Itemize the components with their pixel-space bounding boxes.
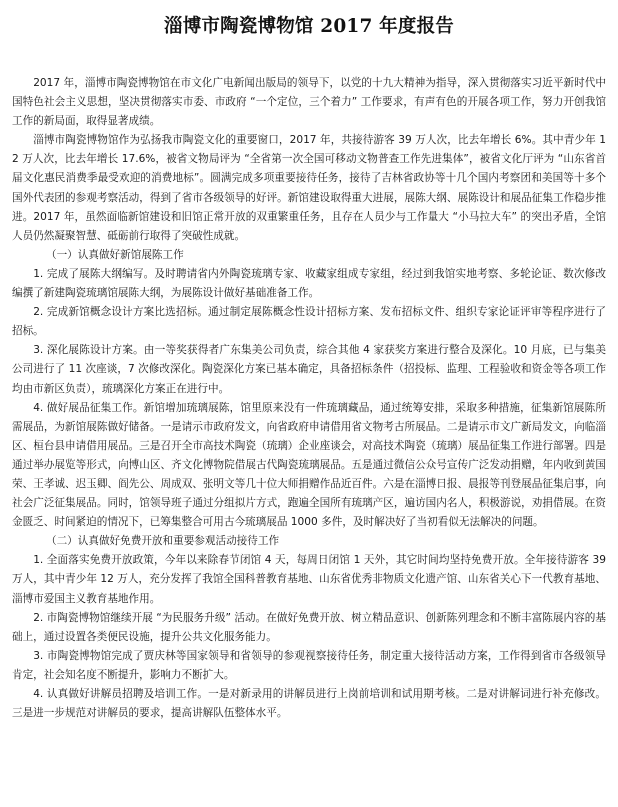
section-heading-exhibition: （一）认真做好新馆展陈工作	[46, 248, 184, 261]
exhibition-item-outline: 1. 完成了展陈大纲编写。及时聘请省内外陶瓷琉璃专家、收藏家组成专家组，经过到我馆实地考察、多轮论证、数次修改编撰了新建陶瓷琉璃馆展陈大纲，为展陈设计做好基础准备工作。	[12, 267, 606, 300]
open-access-item-guide-training: 4. 认真做好讲解员招聘及培训工作。一是对新录用的讲解员进行上岗前培训和试用期考核。二是对讲解词进行补充修改。三是进一步规范对讲解员的要求，提高讲解队伍整体水平。	[12, 688, 606, 720]
exhibition-item-concept-design: 2. 完成新馆概念设计方案比选招标。通过制定展陈概念性设计招标方案、发布招标文件、组织专家论证评审等程序进行了招标。	[12, 306, 606, 338]
open-access-item-service-upgrade: 2. 市陶瓷博物馆继续开展 “为民服务升级” 活动。在做好免费开放、树立精品意识、创新陈列理念和不断丰富陈展内容的基础上，通过设置各类便民设施，提升公共文化服务能力。	[12, 611, 606, 643]
section-heading-open-access: （二）认真做好免费开放和重要参观活动接待工作	[46, 535, 280, 548]
exhibition-item-deepen-design: 3. 深化展陈设计方案。由一等奖获得者广东集美公司负责，综合其他 4 家获奖方案进行整合及深化。10 月底，已与集美公司进行了 11 次座谈，7 次修改深化。陶瓷深化方案已基本确定，具备招标条件（招投标、监理、工程验收和资金等各项工作均由市新区负责），琉璃深化方案正在进行中。	[12, 344, 606, 395]
report-title: 淄博市陶瓷博物馆 2017 年度报告	[164, 16, 454, 37]
exhibition-item-collection: 4. 做好展品征集工作。新馆增加琉璃展陈，馆里原来没有一件琉璃藏品，通过统筹安排，采取多种措施，征集新馆展陈所需展品，为新馆展陈做好储备。一是请示市政府发文，向省政府申请借用省文物考古所展品。二是请示市文广新局发文，向临淄区、桓台县申请借用展品。三是召开全市高技术陶瓷（琉璃）企业座谈会，对高技术陶瓷（琉璃）展品征集工作进行部署。四是通过举办展览等形式，向博山区、齐文化博物院借展古代陶瓷琉璃展品。五是通过微信公众号宣传广泛发动捐赠，年内收到黄国荣、王孝诚、迟玉卿、阎先公、周成双、张明文等几十位大师捐赠作品近百件。六是在淄博日报、晨报等刊登展品征集启事，向社会广泛征集展品。同时，馆领导班子通过分组拟片方式，跑遍全国所有琉璃产区，遍访国内名人，积极游说，劝捐借展。在资金匮乏、时间紧迫的情况下，已筹集整合可用古今琉璃展品 1000 多件，及时解决好了当初看似无法解决的问题。	[12, 401, 606, 529]
open-access-item-free-admission: 1. 全面落实免费开放政策，今年以来除春节闭馆 4 天，每周日闭馆 1 天外，其它时间均坚持免费开放。全年接待游客 39 万人，其中青少年 12 万人，充分发挥了我馆全国科普教育基地、山东省优秀非物质文化遗产馆、山东省关心下一代教育基地、淄博市爱国主义教育基地作用。	[12, 554, 606, 605]
open-access-item-reception: 3. 市陶瓷博物馆完成了贾庆林等国家领导和省领导的参观视察接待任务，制定重大接待活动方案，工作得到省市各级领导肯定，社会知名度不断提升，影响力不断扩大。	[12, 649, 606, 681]
overview-paragraph: 淄博市陶瓷博物馆作为弘扬我市陶瓷文化的重要窗口，2017 年，共接待游客 39 万人次，比去年增长 6%。其中青少年 12 万人次，比去年增长 17.6%，被省文物局评为 “全省第一次全国可移动文物普查工作先进集体”，被省文化厅评为 “山东省首届文化惠民消费季最受欢迎的消费地标”。圆满完成多项重要接待任务，接待了吉林省政协等十几个国内考察团和美国等十多个国外代表团的参观考察活动，得到了省市各级领导的好评。新馆建设取得重大进展，展陈大纲、展陈设计和展品征集工作稳步推进。2017 年，虽然面临新馆建设和旧馆正常开放的双重繁重任务，且存在人员少与工作量大 “小马拉大车” 的突出矛盾，全馆人员仍然凝聚智慧、砥砺前行取得了突破性成就。	[12, 134, 606, 242]
intro-paragraph: 2017 年，淄博市陶瓷博物馆在市文化广电新闻出版局的领导下，以党的十九大精神为指导，深入贯彻落实习近平新时代中国特色社会主义思想，坚决贯彻落实市委、市政府 “一个定位，三个着力” 工作要求，有声有色的开展各项工作，努力开创我馆工作的新局面，取得显著成绩。	[12, 77, 606, 128]
